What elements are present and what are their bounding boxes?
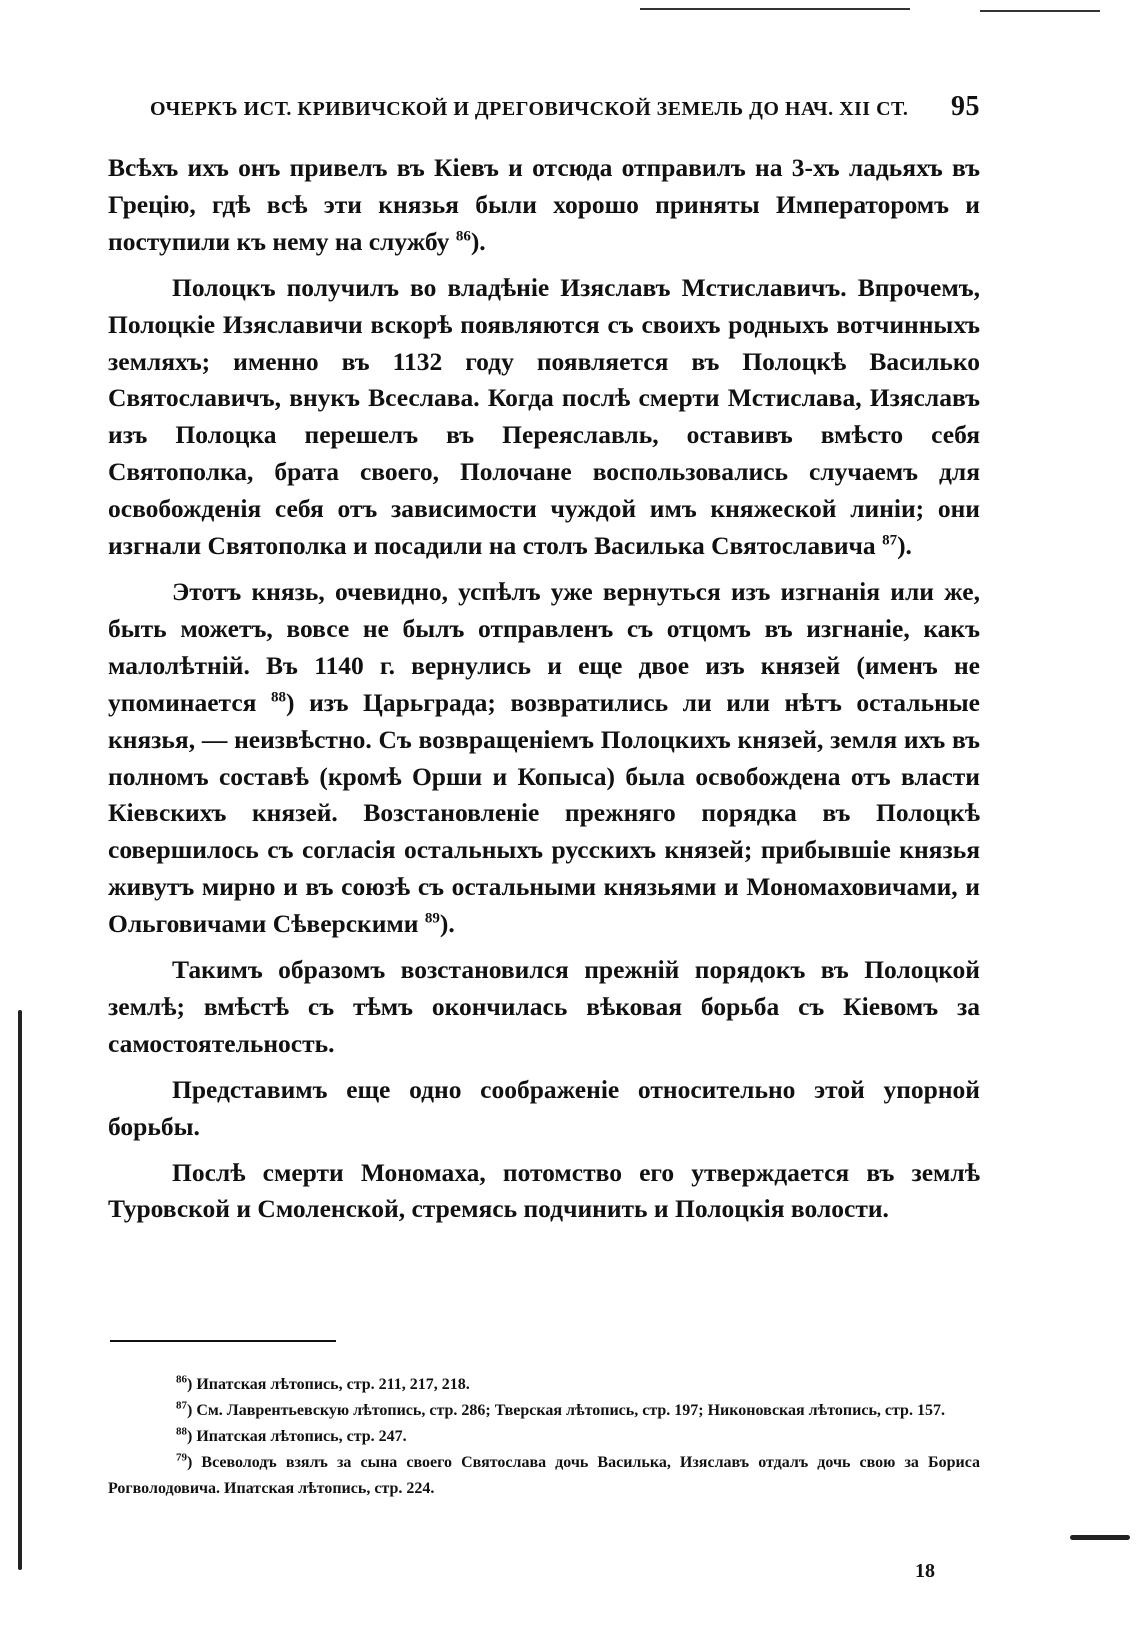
paragraph-6 [108, 1155, 980, 1229]
signature-mark: 18 [915, 1560, 935, 1582]
ref-close: ). [470, 226, 486, 256]
paragraph-5-text: Представимъ еще одно соображеніе относительно этой упорной борьбы. [108, 1074, 980, 1141]
footnote-text: ) Всеволодъ взялъ за сына своего Святослава дочь Василька, Изяславъ отдалъ дочь свою за Бориса Рогволодовича. Ипатская лѣтопись, стр. 224. [108, 1454, 980, 1497]
footnote-mark: 86 [176, 1373, 187, 1386]
scan-artifact-margin-bar [18, 1010, 22, 1570]
running-head [150, 91, 980, 123]
footnote-ref-86: 86 [455, 228, 471, 245]
paragraph-4-text: Такимъ образомъ возстановился прежній порядокъ въ Полоцкой землѣ; вмѣстѣ съ тѣмъ окончилась вѣковая борьба съ Кіевомъ за самостоятельность. [108, 955, 980, 1058]
running-head-title: ОЧЕРКЪ ИСТ. КРИВИЧСКОЙ И ДРЕГОВИЧСКОЙ ЗЕМЕЛЬ ДО НАЧ. XII СТ. [150, 98, 909, 120]
paragraph-5 [108, 1072, 980, 1146]
footnote-text: ) Ипатская лѣтопись, стр. 247. [187, 1428, 407, 1445]
footnote-ref-89: 89 [424, 910, 440, 927]
footnote-text: ) Ипатская лѣтопись, стр. 211, 217, 218. [187, 1376, 470, 1393]
paragraph-6-text: Послѣ смерти Мономаха, потомство его утверждается въ землѣ Туровской и Смоленской, стремясь подчинить и Полоцкія волости. [108, 1157, 980, 1224]
paragraph-3-text-b: изъ Царьграда; возвратились ли или нѣтъ остальные князья, — неизвѣстно. Съ возвращеніемъ Полоцкихъ князей, земля ихъ въ полномъ составѣ (кромѣ Орши и Копыса) была освобождена отъ власти Кіевскихъ князей. Возстановленіе прежняго порядка въ Полоцкѣ совершилось съ согласія остальныхъ русскихъ князей; прибывшіе князья живутъ мирно и въ союзѣ съ остальными князьями и Мономаховичами, и Ольговичами Сѣверскими [108, 687, 980, 939]
footnote-mark: 87 [176, 1399, 187, 1412]
footnote-88 [108, 1424, 980, 1450]
paragraph-2-text: Полоцкъ получилъ во владѣніе Изяславъ Мстиславичъ. Впрочемъ, Полоцкіе Изяславичи вскорѣ появляются съ своихъ родныхъ вотчинныхъ земляхъ; именно въ 1132 году появляется въ Полоцкѣ Василько Святославичъ, внукъ Всеслава. Когда послѣ смерти Мстислава, Изяславъ изъ Полоцка перешелъ въ Переяславль, оставивъ вмѣсто себя Святополка, брата своего, Полочане воспользовались случаемъ для освобожденія себя отъ зависимости чуждой имъ княжеской линіи; они изгнали Святополка и посадили на столъ Василька Святославича [108, 272, 980, 561]
body-text [108, 150, 980, 1237]
scan-artifact-top-line-right [980, 10, 1100, 12]
footnote-ref-88: 88 [271, 689, 287, 706]
footnote-divider [110, 1340, 336, 1342]
scan-artifact-top-line [640, 8, 910, 10]
paragraph-3-text-a: Этотъ князь, очевидно, успѣлъ уже вернуться изъ изгнанія или же, быть можетъ, вовсе не былъ отправленъ съ отцомъ въ изгнаніе, какъ малолѣтній. Въ 1140 г. вернулись и еще двое изъ князей (именъ не упоминается [108, 576, 980, 717]
paragraph-3: Этотъ князь, очевидно, успѣлъ уже вернуться изъ изгнанія или же, быть можетъ, вовсе не былъ отправленъ съ отцомъ въ изгнаніе, какъ малолѣтній. Въ 1140 г. вернулись и еще двое изъ князей (именъ не упоминается $^{88}$) изъ Царьграда; возвратились ли или нѣтъ остальные князья, — неизвѣстно. Съ возвращеніемъ Полоцкихъ князей, земля ихъ въ полномъ составѣ (кромѣ Орши и Копыса) была освобождена отъ власти Кіевскихъ князей. Возстановленіе прежняго порядка въ Полоцкѣ совершилось съ согласія остальныхъ русскихъ князей; прибывшіе князья живутъ мирно и въ союзѣ съ остальными князьями и Мономаховичами, и Ольговичами Сѣверскими $^{89}$). [108, 576, 980, 939]
footnote-mark: 79 [176, 1451, 187, 1464]
ref-close: ). [897, 531, 912, 561]
footnote-89 [108, 1450, 980, 1502]
footnote-87 [108, 1398, 980, 1424]
scan-artifact-edge-mark [1070, 1535, 1130, 1540]
footnote-ref-87: 87 [882, 532, 898, 549]
footnotes [108, 1372, 980, 1502]
paragraph-4 [108, 952, 980, 1063]
paragraph-1-text: Всѣхъ ихъ онъ привелъ въ Кіевъ и отсюда отправилъ на 3-хъ ладьяхъ въ Грецію, гдѣ всѣ эти князья были хорошо приняты Императоромъ и поступили къ нему на службу [108, 153, 980, 256]
paragraph-1 [108, 150, 980, 261]
ref-close: ). [439, 909, 455, 939]
footnote-mark: 88 [176, 1425, 187, 1438]
page-number: 95 [951, 91, 980, 122]
footnote-86 [108, 1372, 980, 1398]
paragraph-2 [108, 270, 980, 565]
footnote-text: ) См. Лаврентьевскую лѣтопись, стр. 286; Тверская лѣтопись, стр. 197; Никоновская лѣтопись, стр. 157. [187, 1402, 945, 1419]
